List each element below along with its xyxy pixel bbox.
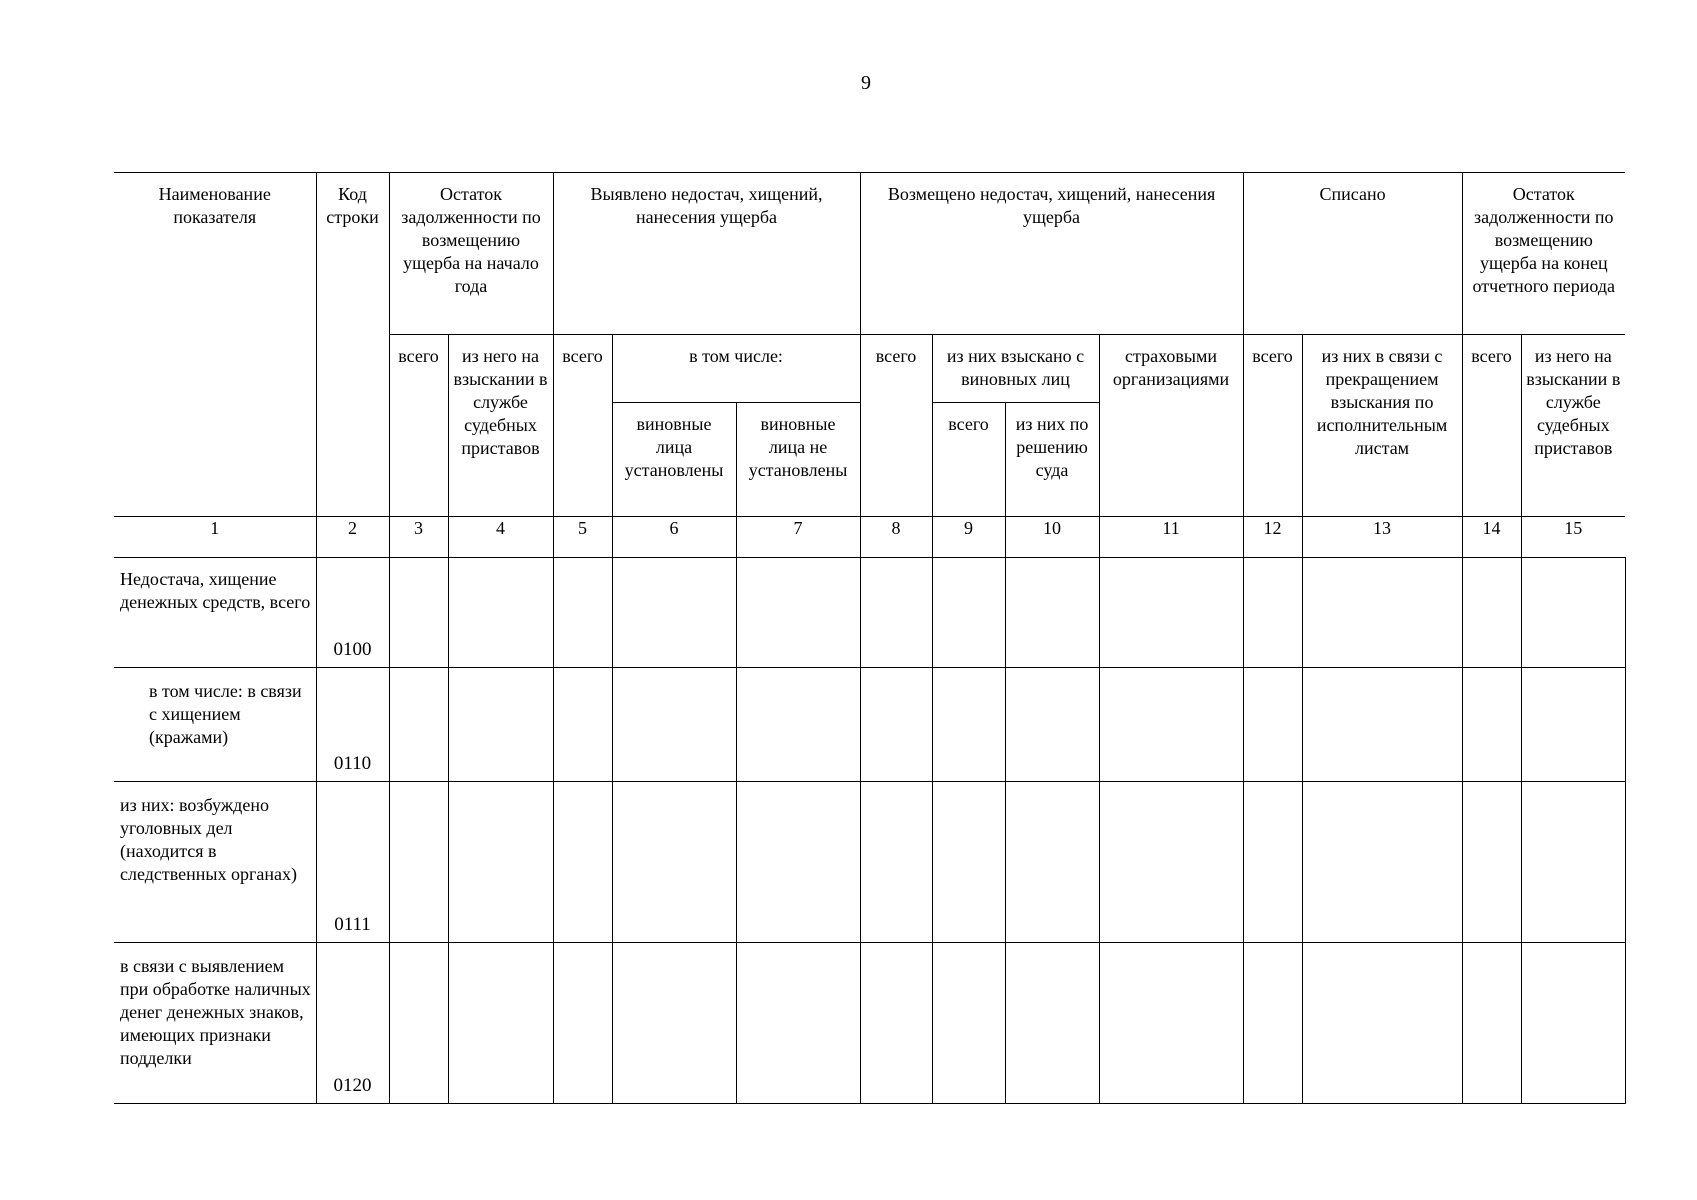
column-number: 8 <box>860 517 932 558</box>
header-written-total: всего <box>1243 335 1302 517</box>
row-code: 0100 <box>316 558 389 668</box>
table-row <box>114 782 1625 943</box>
data-cell[interactable] <box>1243 558 1302 668</box>
data-cell[interactable] <box>1099 558 1243 668</box>
data-cell[interactable] <box>612 558 736 668</box>
data-cell[interactable] <box>736 782 860 943</box>
damage-report-table <box>114 172 1626 1104</box>
column-number: 1 <box>114 517 316 558</box>
row-code: 0110 <box>316 668 389 782</box>
data-cell[interactable] <box>1521 782 1625 943</box>
header-found-total: всего <box>553 335 612 517</box>
column-number: 11 <box>1099 517 1243 558</box>
table-row <box>114 668 1625 782</box>
data-cell[interactable] <box>736 668 860 782</box>
data-cell[interactable] <box>1005 558 1099 668</box>
data-cell[interactable] <box>1462 943 1521 1104</box>
data-cell[interactable] <box>1521 668 1625 782</box>
data-cell[interactable] <box>1243 668 1302 782</box>
header-comp-guilty-court: из них по решению суда <box>1005 403 1099 517</box>
data-cell[interactable] <box>860 943 932 1104</box>
table-row <box>114 558 1625 668</box>
row-name: в связи с выявлением при обработке наличных денег денежных знаков, имеющих признаки подделки <box>114 943 316 1104</box>
column-number: 13 <box>1302 517 1462 558</box>
row-name: в том числе: в связи с хищением (кражами) <box>114 668 316 782</box>
column-number: 15 <box>1521 517 1625 558</box>
header-group-compensated: Возмещено недостач, хищений, нанесения ущерба <box>860 173 1243 335</box>
column-number: 7 <box>736 517 860 558</box>
data-cell[interactable] <box>932 668 1005 782</box>
data-cell[interactable] <box>860 668 932 782</box>
page-number: 9 <box>861 72 871 94</box>
data-cell[interactable] <box>1005 943 1099 1104</box>
header-end-bailiff: из него на взыскании в службе судебных приставов <box>1521 335 1625 517</box>
header-end-total: всего <box>1462 335 1521 517</box>
data-cell[interactable] <box>1302 558 1462 668</box>
data-cell[interactable] <box>448 558 553 668</box>
header-group-end: Остаток задолженности по возмещению ущерба на конец отчетного периода <box>1462 173 1625 335</box>
header-comp-insurance: страховыми организациями <box>1099 335 1243 517</box>
data-cell[interactable] <box>1521 943 1625 1104</box>
header-code: Код строки <box>316 173 389 517</box>
data-cell[interactable] <box>448 782 553 943</box>
data-cell[interactable] <box>1302 943 1462 1104</box>
data-cell[interactable] <box>1302 668 1462 782</box>
data-cell[interactable] <box>932 558 1005 668</box>
row-code: 0111 <box>316 782 389 943</box>
data-cell[interactable] <box>612 668 736 782</box>
data-cell[interactable] <box>1005 782 1099 943</box>
header-group-found: Выявлено недостач, хищений, нанесения ущерба <box>553 173 860 335</box>
data-cell[interactable] <box>1099 943 1243 1104</box>
data-cell[interactable] <box>448 668 553 782</box>
data-cell[interactable] <box>1462 668 1521 782</box>
column-number: 9 <box>932 517 1005 558</box>
header-name: Наименование показателя <box>114 173 316 517</box>
data-cell[interactable] <box>932 943 1005 1104</box>
header-start-total: всего <box>389 335 448 517</box>
data-cell[interactable] <box>736 558 860 668</box>
data-cell[interactable] <box>389 782 448 943</box>
data-cell[interactable] <box>1099 668 1243 782</box>
header-written-terminated: из них в связи с прекращением взыскания по исполнительным листам <box>1302 335 1462 517</box>
header-found-including: в том числе: <box>612 335 860 403</box>
header-start-bailiff: из него на взыскании в службе судебных приставов <box>448 335 553 517</box>
data-cell[interactable] <box>553 943 612 1104</box>
data-cell[interactable] <box>860 558 932 668</box>
table-row <box>114 943 1625 1104</box>
data-cell[interactable] <box>448 943 553 1104</box>
column-number: 14 <box>1462 517 1521 558</box>
data-cell[interactable] <box>1302 782 1462 943</box>
data-cell[interactable] <box>612 782 736 943</box>
header-group-start: Остаток задолженности по возмещению ущерба на начало года <box>389 173 553 335</box>
row-code: 0120 <box>316 943 389 1104</box>
data-cell[interactable] <box>1099 782 1243 943</box>
data-cell[interactable] <box>1005 668 1099 782</box>
data-cell[interactable] <box>1521 558 1625 668</box>
header-found-known: виновные лица установлены <box>612 403 736 517</box>
column-number: 2 <box>316 517 389 558</box>
data-cell[interactable] <box>553 668 612 782</box>
column-number: 5 <box>553 517 612 558</box>
data-cell[interactable] <box>553 558 612 668</box>
data-cell[interactable] <box>860 782 932 943</box>
column-numbers-row <box>114 517 1625 558</box>
header-comp-guilty-total: всего <box>932 403 1005 517</box>
data-cell[interactable] <box>612 943 736 1104</box>
data-cell[interactable] <box>389 668 448 782</box>
header-comp-total: всего <box>860 335 932 517</box>
data-cell[interactable] <box>553 782 612 943</box>
data-cell[interactable] <box>736 943 860 1104</box>
row-name: из них: возбуждено уголовных дел (находится в следственных органах) <box>114 782 316 943</box>
data-cell[interactable] <box>1462 782 1521 943</box>
data-cell[interactable] <box>389 558 448 668</box>
data-cell[interactable] <box>932 782 1005 943</box>
header-comp-from-guilty: из них взыскано с виновных лиц <box>932 335 1099 403</box>
header-group-written-off: Списано <box>1243 173 1462 335</box>
column-number: 3 <box>389 517 448 558</box>
column-number: 4 <box>448 517 553 558</box>
data-cell[interactable] <box>389 943 448 1104</box>
column-number: 10 <box>1005 517 1099 558</box>
data-cell[interactable] <box>1243 782 1302 943</box>
column-number: 12 <box>1243 517 1302 558</box>
column-number: 6 <box>612 517 736 558</box>
data-cell[interactable] <box>1462 558 1521 668</box>
header-found-unknown: виновные лица не установлены <box>736 403 860 517</box>
data-cell[interactable] <box>1243 943 1302 1104</box>
row-name: Недостача, хищение денежных средств, всего <box>114 558 316 668</box>
